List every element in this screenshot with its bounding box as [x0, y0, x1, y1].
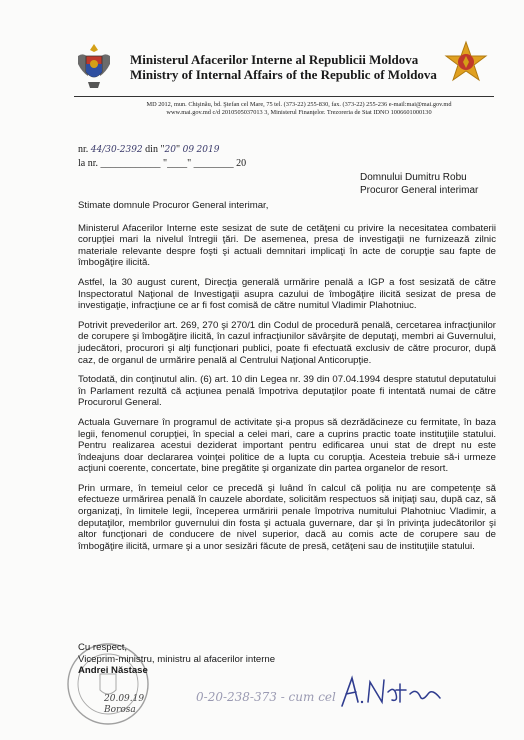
paragraph: Astfel, la 30 august curent, Direcţia generală urmărire penală a IGP a fost sesizată de către Inspectoratul Naţional de Investigaţii asupra cazului de îmbogăţire ilicită sesizat de presa de investigaţie, infracţiune ce ar fi fost comisă de către numitul Vladimir Plahotniuc. — [78, 276, 496, 312]
paragraph: Ministerul Afacerilor Interne este sesizat de sute de cetăţeni cu privire la necesitatea combaterii corupţiei mari la nivelul întregii ţări. De asemenea, presa de investigaţii ne furnizează zilnic materiale relevante despre foşti şi actuali demnitari implicaţi în acte de corupţie sau fapte de îmbogăţire ilicită. — [78, 222, 496, 269]
contacts-block — [98, 101, 500, 117]
paragraph: Prin urmare, în temeiul celor ce precedă şi luând în calcul că poliţia nu are competenţe să efectueze urmărirea penală în cauzele abordate, solicităm respectuos să iniţiaţi sau, după caz, să organizaţi, în limitele legii, începerea urmăririi penale împotriva numitului Plahotniuc Vladimir, a deputaţilor, membrilor guvernului din fosta şi actuala guvernare, dar şi în privinţa judecătorilor şi altor funcţionari de conducere de nivel superior, dacă au comis acte de corupere sau de îmbogăţire ilicită, urmare şi a unor sesizări făcute de presă, cetăţeni sau de instituţiile statului. — [78, 482, 496, 552]
paragraph: Actuala Guvernare în programul de activitate şi-a propus să dezrădăcineze cu fermitate, în baza legii, fenomenul corupţiei, în special a celei mari, care a cuprins practic toate instituţiile statului. Pentru realizarea acestui deziderat important pentru edificarea unui stat de drept nu este îndeajuns doar declararea voinţei politice de a lupta cu corupţia. Acesteia trebuie să-i urmeze acţiuni coerente, concertate, bine pregătite şi organizate din partea organelor de resort. — [78, 416, 496, 475]
la-label: la nr. — [78, 158, 98, 169]
year-value: 2019 — [196, 145, 220, 155]
signer-name: Andrei Năstase — [78, 665, 148, 677]
contacts-line: MD 2012, mun. Chişinău, bd. Ştefan cel Mare, 75 tel. (373-22) 255-830, fax. (373-22) 255-236 e-mail:mai@mai.gov.md — [146, 101, 452, 108]
ministry-name-en: Ministry of Internal Affairs of the Republic of Moldova — [130, 67, 437, 82]
header-rule — [74, 96, 494, 97]
reference-block — [78, 143, 246, 170]
police-star-icon — [444, 40, 488, 88]
ministry-title — [130, 52, 450, 82]
paragraph: Potrivit prevederilor art. 269, 270 şi 270/1 din Codul de procedură penală, cercetarea infracţiunilor de corupere şi îmbogăţire ilicită, în cazul infracţiunilor săvârşite de deputaţi, membri ai Guvernului, judecători, procurori şi alţi funcţionari publici, poate fi efectuată exclusiv de către procuror, după caz, de organul de urmărire penală al Centrului Naţional Anticorupţie. — [78, 319, 496, 366]
recipient-title: Procuror General interimar — [360, 185, 479, 196]
margin-handwritten-note — [104, 694, 144, 716]
coat-of-arms-icon — [74, 42, 114, 90]
salutation: Stimate domnule Procuror General interimar, — [78, 200, 269, 211]
signature-block — [78, 642, 275, 677]
nr-value: 44/30-2392 — [90, 145, 143, 155]
closing: Cu respect, — [78, 642, 128, 653]
handwritten-signature — [336, 672, 456, 712]
signer-title: Viceprim-ministru, ministru al afacerilor interne — [78, 653, 276, 665]
contacts-line: www.mai.gov.md c/d 2010505037013 3, Ministerul Finanţelor. Trezoreria de Stat IDNO 1006601000130 — [166, 109, 432, 116]
day-value: 20 — [164, 145, 176, 155]
reference-la-line: la nr. ____________ "____" ________ 20 — [78, 158, 247, 169]
registration-handwritten: 0-20-238-373 - cum cel — [196, 690, 336, 704]
la-year: 20 — [236, 158, 247, 169]
paragraph: Totodată, din conţinutul alin. (6) art. 10 din Legea nr. 39 din 07.04.1994 despre statutul deputatului în Parlament rezultă că acţiunea penală împotriva deputaţilor poate fi intentată numai de către Procurorul General. — [78, 374, 496, 409]
letter-body — [78, 200, 496, 560]
month-value: 09 — [182, 145, 195, 155]
din-label: din — [145, 144, 158, 155]
margin-sign: Borosa — [104, 705, 136, 715]
recipient-block — [360, 171, 478, 197]
margin-date: 20.09.19 — [104, 694, 145, 704]
recipient-name: Domnului Dumitru Robu — [360, 172, 467, 183]
ministry-name-ro: Ministerul Afacerilor Interne al Republicii Moldova — [130, 52, 419, 67]
reference-number-line: nr. 44/30-2392 din "20" 09 2019 — [78, 144, 220, 155]
nr-label: nr. — [78, 144, 89, 155]
